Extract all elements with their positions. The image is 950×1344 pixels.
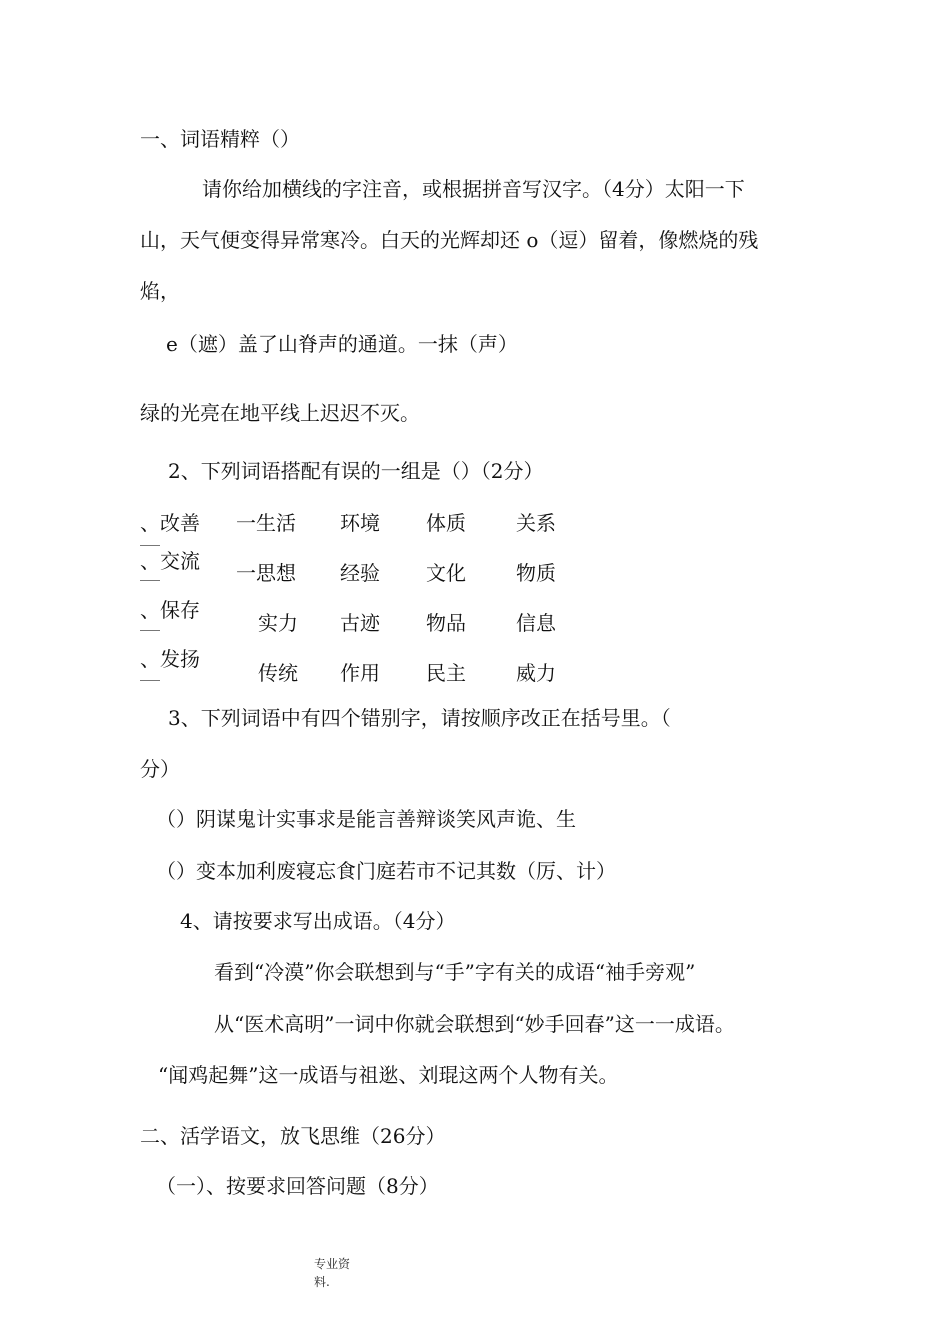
option-word: 物质 bbox=[516, 561, 556, 585]
option-lead: 、交流 bbox=[140, 549, 200, 573]
footer-line-2: 料. bbox=[314, 1275, 330, 1289]
q4-prompt: 4、请按要求写出成语。（4分） bbox=[180, 909, 456, 933]
section-2-title: 二、活学语文，放飞思维（26分） bbox=[140, 1124, 446, 1148]
q2-prompt: 2、下列词语搭配有误的一组是（）（2分） bbox=[168, 459, 544, 483]
option-lead: 、改善 bbox=[140, 511, 200, 535]
option-word: 一思想 bbox=[236, 561, 296, 585]
q4-item-1: 看到“冷漠”你会联想到与“手”字有关的成语“袖手旁观” bbox=[214, 960, 696, 984]
option-word: 文化 bbox=[426, 561, 466, 585]
q1-line-4: e（遮）盖了山脊声的通道。一抹（声） bbox=[166, 332, 518, 356]
option-word: 民主 bbox=[426, 661, 466, 685]
q3-answer-line-1: （）阴谋鬼计实事求是能言善辩谈笑风声诡、生 bbox=[156, 807, 576, 831]
q4-item-2: 从“医术高明”一词中你就会联想到“妙手回春”这一一成语。 bbox=[214, 1012, 735, 1036]
option-word: 关系 bbox=[516, 511, 556, 535]
option-word: 传统 bbox=[258, 661, 298, 685]
q1-line-1: 请你给加横线的字注音，或根据拼音写汉字。（4分）太阳一下 bbox=[202, 177, 745, 201]
q1-line-3: 焰， bbox=[140, 279, 180, 303]
option-word: 物品 bbox=[426, 611, 466, 635]
q3-answer-line-2: （）变本加利废寝忘食门庭若市不记其数（厉、计） bbox=[156, 859, 616, 883]
section-1-title: 一、词语精粹（） bbox=[140, 127, 300, 151]
option-word: 环境 bbox=[340, 511, 380, 535]
underline-mark bbox=[140, 545, 160, 546]
underline-mark bbox=[140, 680, 160, 681]
q1-line-5: 绿的光亮在地平线上迟迟不灭。 bbox=[140, 401, 420, 425]
q3-prompt-line-1: 3、下列词语中有四个错别字，请按顺序改正在括号里。（ bbox=[168, 706, 671, 730]
option-word: 威力 bbox=[516, 661, 556, 685]
q3-prompt-line-2: 分） bbox=[140, 757, 180, 781]
section-2-subtitle: （一）、按要求回答问题（8分） bbox=[156, 1174, 439, 1198]
option-word: 信息 bbox=[516, 611, 556, 635]
option-word: 实力 bbox=[258, 611, 298, 635]
option-lead: 、发扬 bbox=[140, 647, 200, 671]
option-word: 古迹 bbox=[340, 611, 380, 635]
underline-mark bbox=[140, 580, 160, 581]
option-word: 体质 bbox=[426, 511, 466, 535]
footer-line-1: 专业资 bbox=[314, 1257, 351, 1271]
option-word: 一生活 bbox=[236, 511, 296, 535]
option-word: 经验 bbox=[340, 561, 380, 585]
q4-item-3: “闻鸡起舞”这一成语与祖逖、刘琨这两个人物有关。 bbox=[158, 1063, 619, 1087]
q1-line-2: 山，天气便变得异常寒冷。白天的光辉却还 o（逗）留着，像燃烧的残 bbox=[140, 228, 759, 252]
underline-mark bbox=[140, 630, 160, 631]
option-word: 作用 bbox=[340, 661, 380, 685]
option-lead: 、保存 bbox=[140, 598, 200, 622]
